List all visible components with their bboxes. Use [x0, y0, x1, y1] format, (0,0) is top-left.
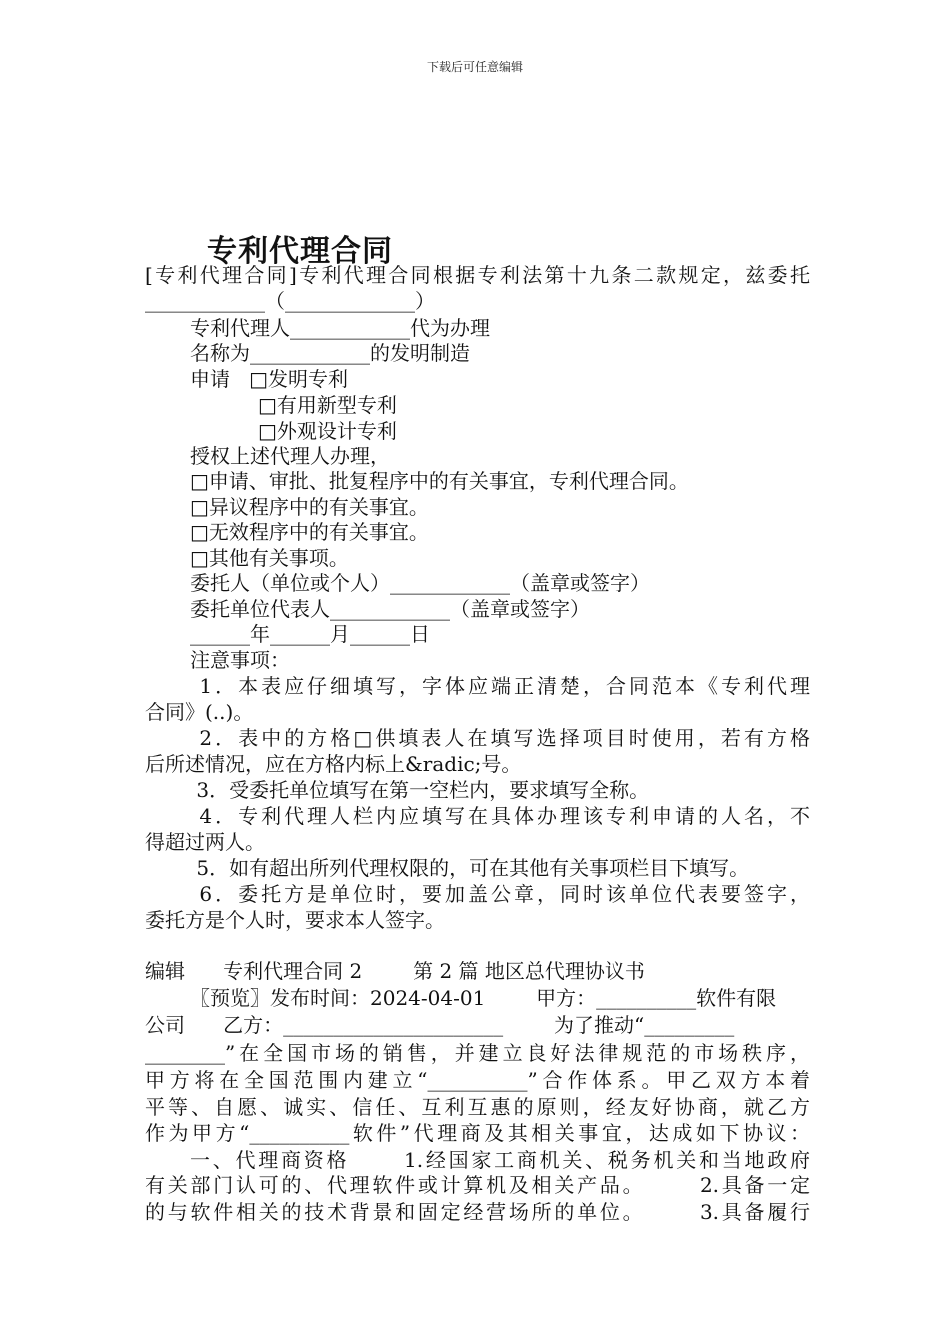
body-line: 委托方是个人时，要求本人签字。 [145, 908, 445, 932]
body-line: 平等、自愿、诚实、信任、互利互惠的原则，经友好协商，就乙方 [145, 1095, 810, 1119]
body-line: 专利代理人____________代为办理 [190, 316, 490, 340]
body-line: □外观设计专利 [258, 419, 397, 443]
body-line: 的与软件相关的技术背景和固定经营场所的单位。 3.具备履行 [145, 1200, 810, 1224]
body-line: 〖预览〗发布时间：2024-04-01 甲方：__________软件有限 [190, 986, 777, 1010]
document-title: 专利代理合同 [207, 234, 393, 269]
body-line: 3．受委托单位填写在第一空栏内，要求填写全称。 [190, 778, 650, 802]
body-line: 授权上述代理人办理， [190, 444, 390, 468]
body-line: 得超过两人。 [145, 830, 265, 854]
body-line: □有用新型专利 [258, 393, 397, 417]
body-line: 6．委托方是单位时，要加盖公章，同时该单位代表要签字， [190, 882, 810, 906]
body-line: 注意事项： [190, 648, 290, 672]
body-line: 一、代理商资格 1.经国家工商机关、税务机关和当地政府 [190, 1148, 810, 1172]
body-line: 名称为____________的发明制造 [190, 341, 470, 365]
body-line: 公司 乙方：______________________ 为了推动“_________ [145, 1013, 735, 1037]
body-line: 5．如有超出所列代理权限的，可在其他有关事项栏目下填写。 [190, 856, 750, 880]
body-line: ______年______月______日 [190, 622, 430, 646]
body-line: 后所述情况，应在方格内标上&radic;号。 [145, 752, 522, 776]
body-line: ____________（_____________） [145, 289, 435, 313]
page-header-note: 下载后可任意编辑 [426, 60, 523, 74]
body-line: 1．本表应仔细填写，字体应端正清楚，合同范本《专利代理 [190, 674, 810, 698]
body-line: ________”在全国市场的销售，并建立良好法律规范的市场秩序， [145, 1041, 810, 1065]
body-line: 2．表中的方格□供填表人在填写选择项目时使用，若有方格 [190, 726, 810, 750]
body-line: 委托人（单位或个人）____________（盖章或签字） [190, 571, 650, 595]
body-line: 合同》(..)。 [145, 700, 254, 724]
body-line: 有关部门认可的、代理软件或计算机及相关产品。 2.具备一定 [145, 1173, 810, 1197]
body-line: 申请 □发明专利 [190, 367, 348, 391]
body-line: 作为甲方“__________软件”代理商及其相关事宜，达成如下协议： [145, 1121, 810, 1145]
body-line: [专利代理合同]专利代理合同根据专利法第十九条二款规定，兹委托 [145, 263, 810, 287]
body-line: □异议程序中的有关事宜。 [190, 495, 429, 519]
body-line: □其他有关事项。 [190, 546, 349, 570]
body-line: 委托单位代表人____________（盖章或签字） [190, 597, 590, 621]
body-line: 甲方将在全国范围内建立“__________”合作体系。甲乙双方本着 [145, 1068, 810, 1092]
body-line: 4．专利代理人栏内应填写在具体办理该专利申请的人名，不 [190, 804, 810, 828]
body-line: □无效程序中的有关事宜。 [190, 520, 429, 544]
body-line: □申请、审批、批复程序中的有关事宜，专利代理合同。 [190, 469, 689, 493]
body-line: 编辑 专利代理合同 2 第 2 篇 地区总代理协议书 [145, 959, 645, 983]
